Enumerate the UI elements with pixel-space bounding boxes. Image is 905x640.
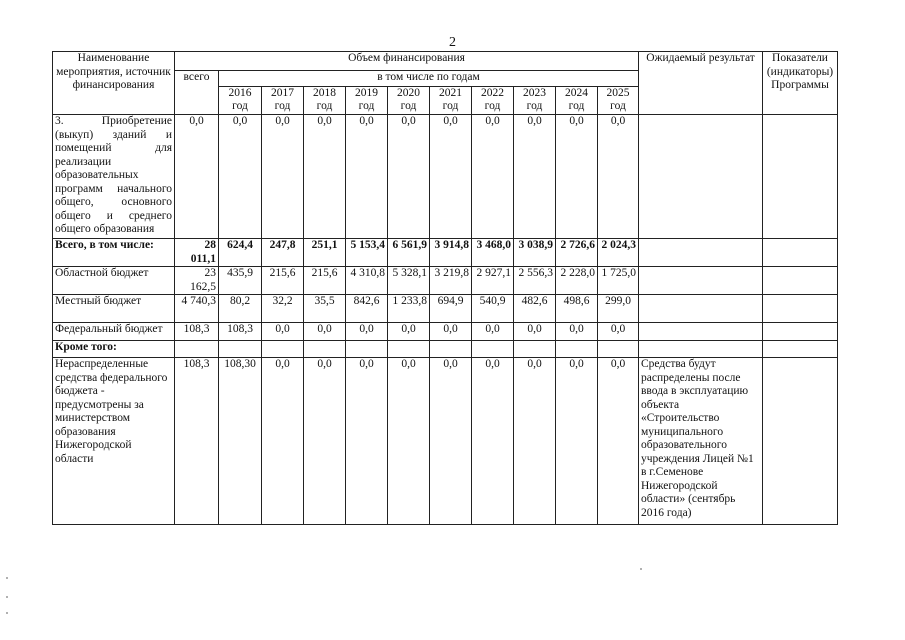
row-value: 6 561,9: [388, 239, 430, 267]
row-value: 3 038,9: [514, 239, 556, 267]
row-value: 0,0: [304, 115, 346, 239]
row-value: 299,0: [598, 295, 639, 323]
row-name: Местный бюджет: [53, 295, 175, 323]
page-number: 2: [449, 35, 456, 50]
row-value: 0,0: [598, 358, 639, 525]
row-indicators: [763, 358, 838, 525]
row-value: 842,6: [346, 295, 388, 323]
row-indicators: [763, 115, 838, 239]
header-expected-result: Ожидаемый результат: [639, 52, 763, 115]
row-name: 3. Приобретение (выкуп) зданий и помещений для реализации образовательных программ начального общего, основного общего и среднего общего образования: [53, 115, 175, 239]
row-value: 35,5: [304, 295, 346, 323]
row-value: 0,0: [598, 323, 639, 341]
row-value: 0,0: [262, 115, 304, 239]
header-by-years: в том числе по годам: [219, 71, 639, 87]
row-value: 0,0: [472, 358, 514, 525]
header-total: всего: [175, 71, 219, 115]
row-value: 108,3: [219, 323, 262, 341]
scan-speck: [6, 596, 8, 598]
row-name: Областной бюджет: [53, 267, 175, 295]
row-expected: Средства будут распределены после ввода в эксплуатацию объекта «Строительство муниципального образовательного учреждения Лицей №1 в г.Семенове Нижегородской области» (сентябрь 2016 года): [639, 358, 763, 525]
year-header: 2017 год: [262, 87, 304, 115]
row-value: 0,0: [388, 115, 430, 239]
row-value: 0,0: [346, 323, 388, 341]
table-row: [53, 267, 838, 295]
header-indicators: Показатели (индикаторы) Программы: [763, 52, 838, 115]
table-row: [53, 358, 838, 525]
row-value: 0,0: [430, 358, 472, 525]
scan-speck: [6, 612, 8, 614]
row-expected: [639, 267, 763, 295]
row-value: 435,9: [219, 267, 262, 295]
year-header: 2023 год: [514, 87, 556, 115]
row-value: 694,9: [430, 295, 472, 323]
row-indicators: [763, 267, 838, 295]
besides-label: Кроме того:: [53, 341, 175, 358]
row-value: 0,0: [388, 323, 430, 341]
row-total: 108,3: [175, 358, 219, 525]
row-value: 32,2: [262, 295, 304, 323]
row-value: 0,0: [219, 115, 262, 239]
row-expected: [639, 295, 763, 323]
row-value: 0,0: [388, 358, 430, 525]
row-name: Всего, в том числе:: [53, 239, 175, 267]
row-value: 0,0: [262, 323, 304, 341]
year-header: 2021 год: [430, 87, 472, 115]
row-value: 3 914,8: [430, 239, 472, 267]
row-value: 247,8: [262, 239, 304, 267]
row-name: Нераспределенные средства федерального бюджета - предусмотрены за министерством образования Нижегородской области: [53, 358, 175, 525]
row-value: 2 024,3: [598, 239, 639, 267]
year-header: 2025 год: [598, 87, 639, 115]
row-value: 0,0: [514, 323, 556, 341]
row-value: 3 468,0: [472, 239, 514, 267]
row-indicators: [763, 295, 838, 323]
table-row: [53, 115, 838, 239]
row-indicators: [763, 239, 838, 267]
row-value: 0,0: [472, 323, 514, 341]
year-header: 2022 год: [472, 87, 514, 115]
row-total: 28 011,1: [175, 239, 219, 267]
row-value: 4 310,8: [346, 267, 388, 295]
table-row: [53, 323, 838, 341]
row-value: 624,4: [219, 239, 262, 267]
row-value: 0,0: [262, 358, 304, 525]
scan-speck: [640, 568, 642, 570]
year-header: 2020 год: [388, 87, 430, 115]
row-value: 498,6: [556, 295, 598, 323]
table-row: [53, 239, 838, 267]
row-indicators: [763, 323, 838, 341]
row-total: 23 162,5: [175, 267, 219, 295]
row-value: 0,0: [556, 323, 598, 341]
row-value: 108,30: [219, 358, 262, 525]
header-name-column: Наименование мероприятия, источник финансирования: [53, 52, 175, 115]
row-total: 0,0: [175, 115, 219, 239]
year-header: 2024 год: [556, 87, 598, 115]
table-row: [53, 295, 838, 323]
year-header: 2019 год: [346, 87, 388, 115]
table-row: [53, 341, 838, 358]
row-value: 0,0: [472, 115, 514, 239]
row-value: 0,0: [598, 115, 639, 239]
row-value: 0,0: [430, 115, 472, 239]
row-value: 0,0: [556, 115, 598, 239]
year-header: 2018 год: [304, 87, 346, 115]
row-value: 482,6: [514, 295, 556, 323]
row-value: 1 725,0: [598, 267, 639, 295]
row-value: 215,6: [304, 267, 346, 295]
row-value: 0,0: [514, 358, 556, 525]
row-value: 540,9: [472, 295, 514, 323]
row-total: 108,3: [175, 323, 219, 341]
row-value: 0,0: [346, 358, 388, 525]
row-value: 2 726,6: [556, 239, 598, 267]
header-volume: Объем финансирования: [175, 52, 639, 71]
year-header: 2016 год: [219, 87, 262, 115]
row-value: 2 228,0: [556, 267, 598, 295]
row-value: 3 219,8: [430, 267, 472, 295]
row-value: 2 927,1: [472, 267, 514, 295]
row-value: 0,0: [556, 358, 598, 525]
row-value: 1 233,8: [388, 295, 430, 323]
row-name: Федеральный бюджет: [53, 323, 175, 341]
financing-table: [52, 51, 838, 525]
row-value: 0,0: [430, 323, 472, 341]
row-value: 0,0: [304, 323, 346, 341]
row-value: 251,1: [304, 239, 346, 267]
row-value: 0,0: [346, 115, 388, 239]
row-value: 80,2: [219, 295, 262, 323]
row-expected: [639, 115, 763, 239]
row-value: 5 153,4: [346, 239, 388, 267]
row-total: 4 740,3: [175, 295, 219, 323]
row-value: 5 328,1: [388, 267, 430, 295]
row-value: 215,6: [262, 267, 304, 295]
row-value: 2 556,3: [514, 267, 556, 295]
row-expected: [639, 323, 763, 341]
row-value: 0,0: [304, 358, 346, 525]
row-expected: [639, 239, 763, 267]
row-value: 0,0: [514, 115, 556, 239]
scan-speck: [6, 577, 8, 579]
